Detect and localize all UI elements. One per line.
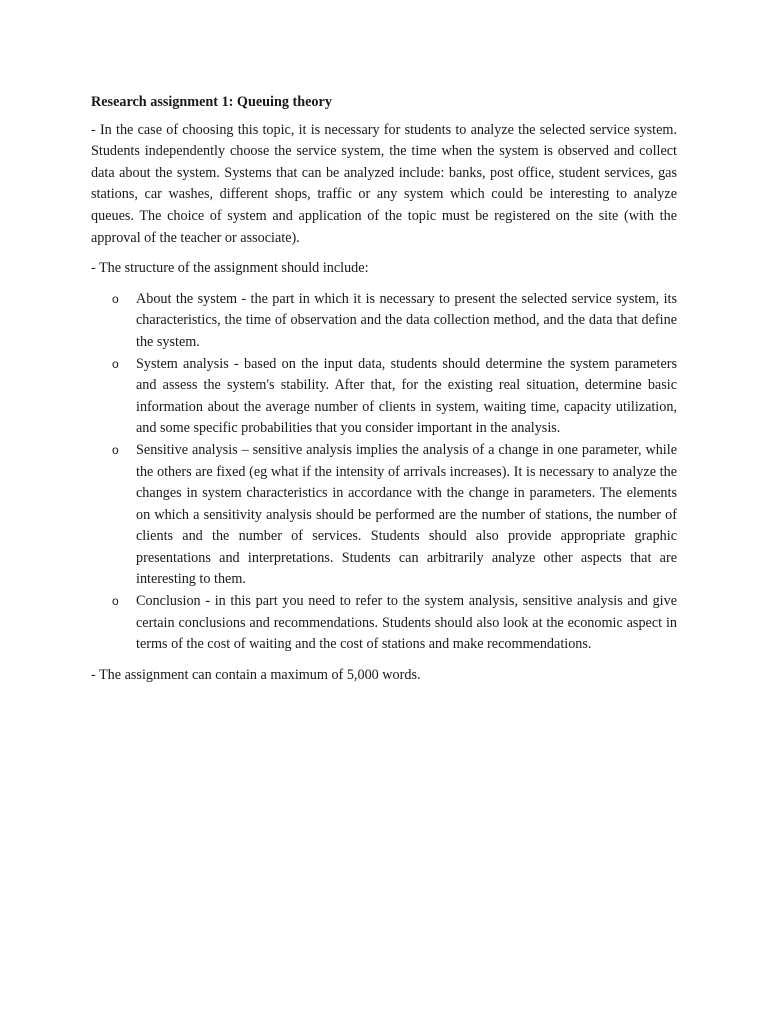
bullet-circle-icon: o — [112, 442, 119, 457]
list-item-text: Sensitive analysis – sensitive analysis implies the analysis of a change in one parameter, while the others are fixed (eg what if the intensity of arrivals increases). It is necessary to analyze the changes in system characteristics in accordance with the change in parameters. The elements on which a sensitivity analysis should be performed are the number of stations, the number of clients and the number of services. Students should also provide appropriate graphic presentations and interpretations. Students can arbitrarily analyze other aspects that are interesting to them. — [136, 441, 677, 588]
list-item-text: Conclusion - in this part you need to refer to the system analysis, sensitive analysis and give certain conclusions and recommendations. Students should also look at the economic aspect in terms of the cost of waiting and the cost of stations and make recommendations. — [136, 593, 677, 653]
document-page — [91, 92, 677, 695]
bullet-circle-icon: o — [112, 594, 119, 609]
list-item-text: System analysis - based on the input data, students should determine the system parameters and assess the system's stability. After that, for the existing real situation, determine basic information about the average number of clients in system, waiting time, capacity utilization, and some specific probabilities that you consider important in the analysis. — [136, 355, 677, 437]
list-item — [112, 440, 677, 591]
list-item — [112, 289, 677, 354]
list-item — [112, 354, 677, 440]
bullet-circle-icon: o — [112, 291, 119, 306]
bullet-circle-icon: o — [112, 356, 119, 371]
structure-heading: - The structure of the assignment should include: — [91, 260, 369, 277]
list-item — [112, 591, 677, 656]
word-limit-note: - The assignment can contain a maximum of 5,000 words. — [91, 666, 421, 683]
list-item-text: About the system - the part in which it is necessary to present the selected service system, its characteristics, the time of observation and the data collection method, and the data that define the system. — [136, 290, 677, 350]
structure-list — [91, 289, 677, 656]
intro-paragraph: - In the case of choosing this topic, it is necessary for students to analyze the selected service system. Students independently choose the service system, the time when the system is observed and collect data about the system. Systems that can be analyzed include: banks, post office, student services, gas stations, car washes, different shops, traffic or any system which could be interesting to analyze queues. The choice of system and application of the topic must be registered on the site (with the approval of the teacher or associate). — [91, 121, 677, 246]
document-title: Research assignment 1: Queuing theory — [91, 94, 332, 110]
